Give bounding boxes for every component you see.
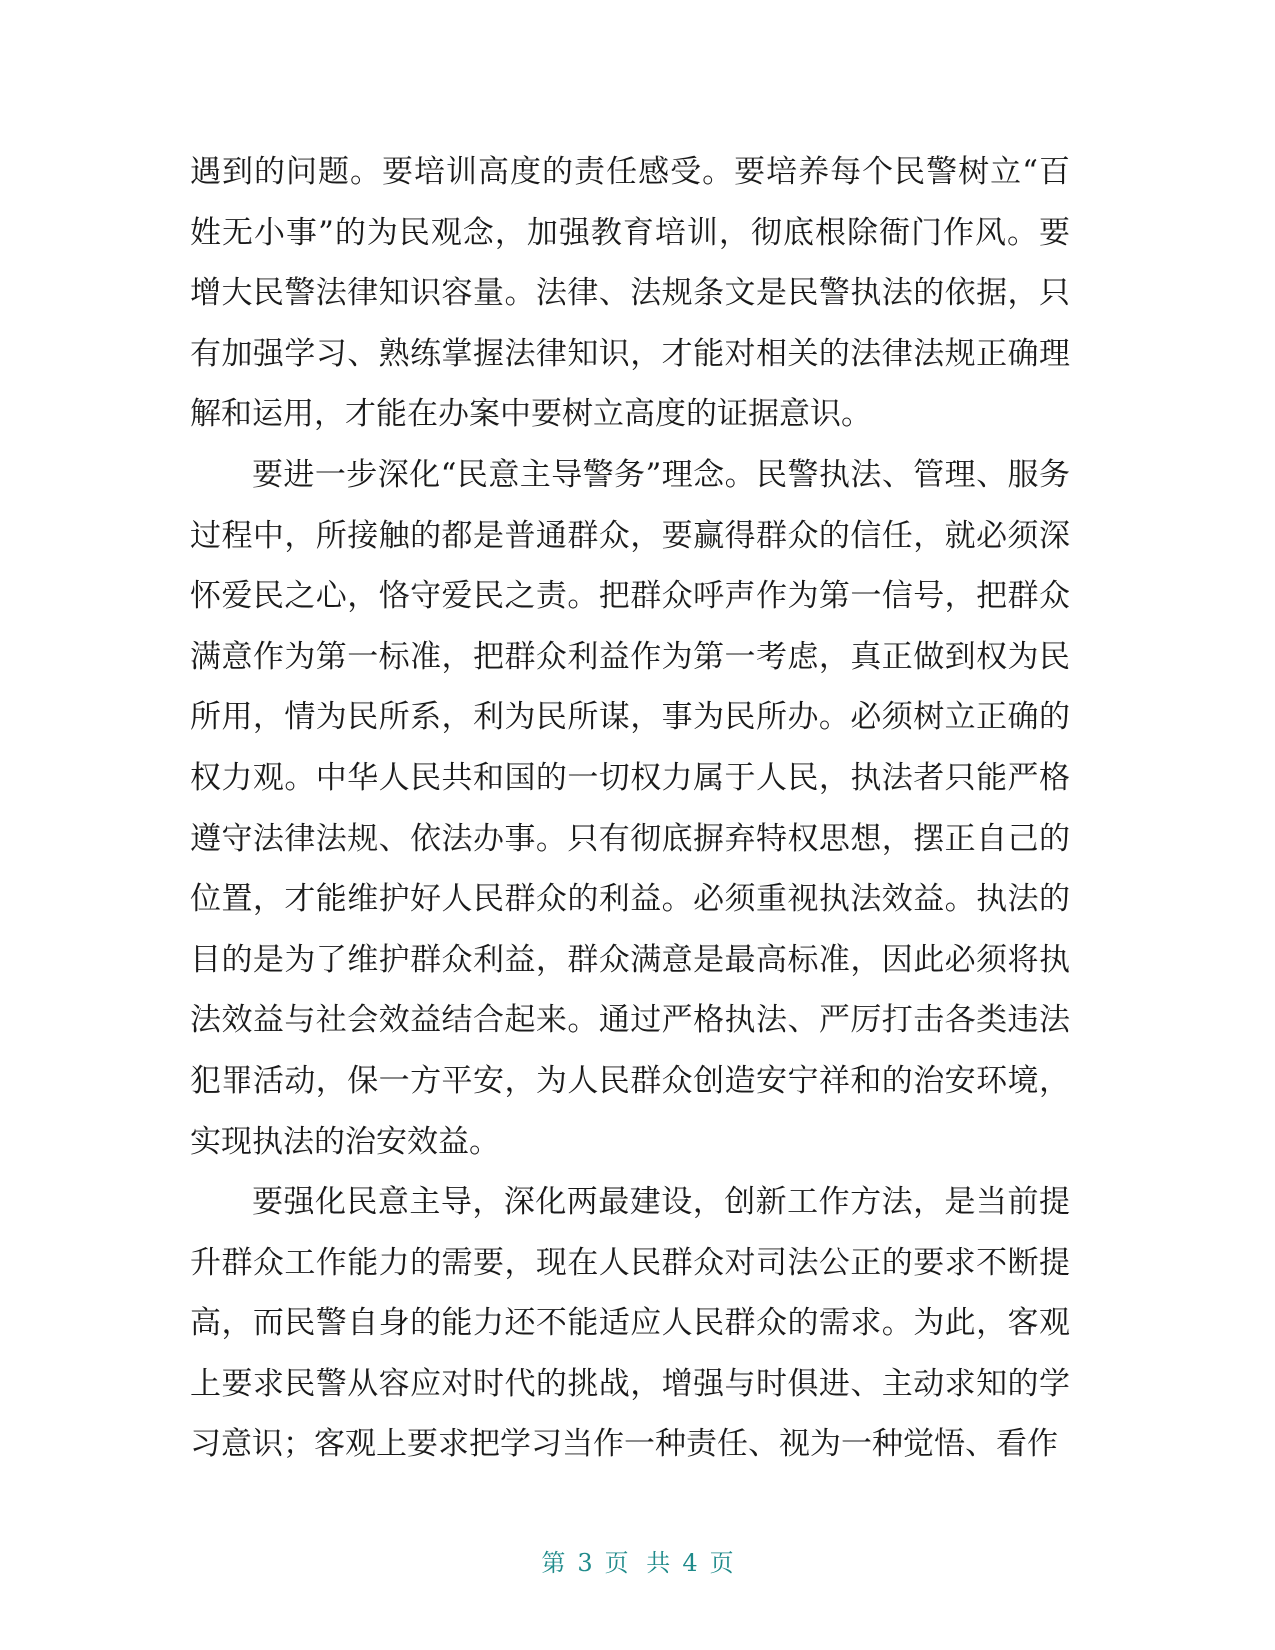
paragraph-strengthen-public-will: 要强化民意主导，深化两最建设，创新工作方法，是当前提升群众工作能力的需要，现在人民群众对司法公正的要求不断提高，而民警自身的能力还不能适应人民群众的需求。为此，客观上要求民警从容应对时代的挑战，增强与时俱进、主动求知的学习意识；客观上要求把学习当作一种责任、视为一种觉悟、看作 (190, 1184, 1070, 1463)
paragraph-public-will-policing: 要进一步深化“民意主导警务”理念。民警执法、管理、服务过程中，所接触的都是普通群众，要赢得群众的信任，就必须深怀爱民之心，恪守爱民之责。把群众呼声作为第一信号，把群众满意作为第一标准，把群众利益作为第一考虑，真正做到权为民所用，情为民所系，利为民所谋，事为民所办。必须树立正确的权力观。中华人民共和国的一切权力属于人民，执法者只能严格遵守法律法规、依法办事。只有彻底摒弃特权思想，摆正自己的位置，才能维护好人民群众的利益。必须重视执法效益。执法的目的是为了维护群众利益，群众满意是最高标准，因此必须将执法效益与社会效益结合起来。通过严格执法、严厉打击各类违法犯罪活动，保一方平安，为人民群众创造安宁祥和的治安环境，实现执法的治安效益。 (190, 456, 1070, 1160)
page-footer (0, 1543, 1275, 1578)
footer-mid: 页 共 (604, 1549, 671, 1577)
document-body (190, 142, 1070, 1475)
footer-suffix: 页 (709, 1549, 734, 1577)
paragraph-continued: 遇到的问题。要培训高度的责任感受。要培养每个民警树立“百姓无小事”的为民观念，加强教育培训，彻底根除衙门作风。要增大民警法律知识容量。法律、法规条文是民警执法的依据，只有加强学习、熟练掌握法律知识，才能对相关的法律法规正确理解和运用，才能在办案中要树立高度的证据意识。 (190, 154, 1070, 433)
footer-prefix: 第 (541, 1549, 566, 1577)
footer-total-pages: 4 (682, 1549, 698, 1577)
footer-current-page: 3 (577, 1549, 593, 1577)
